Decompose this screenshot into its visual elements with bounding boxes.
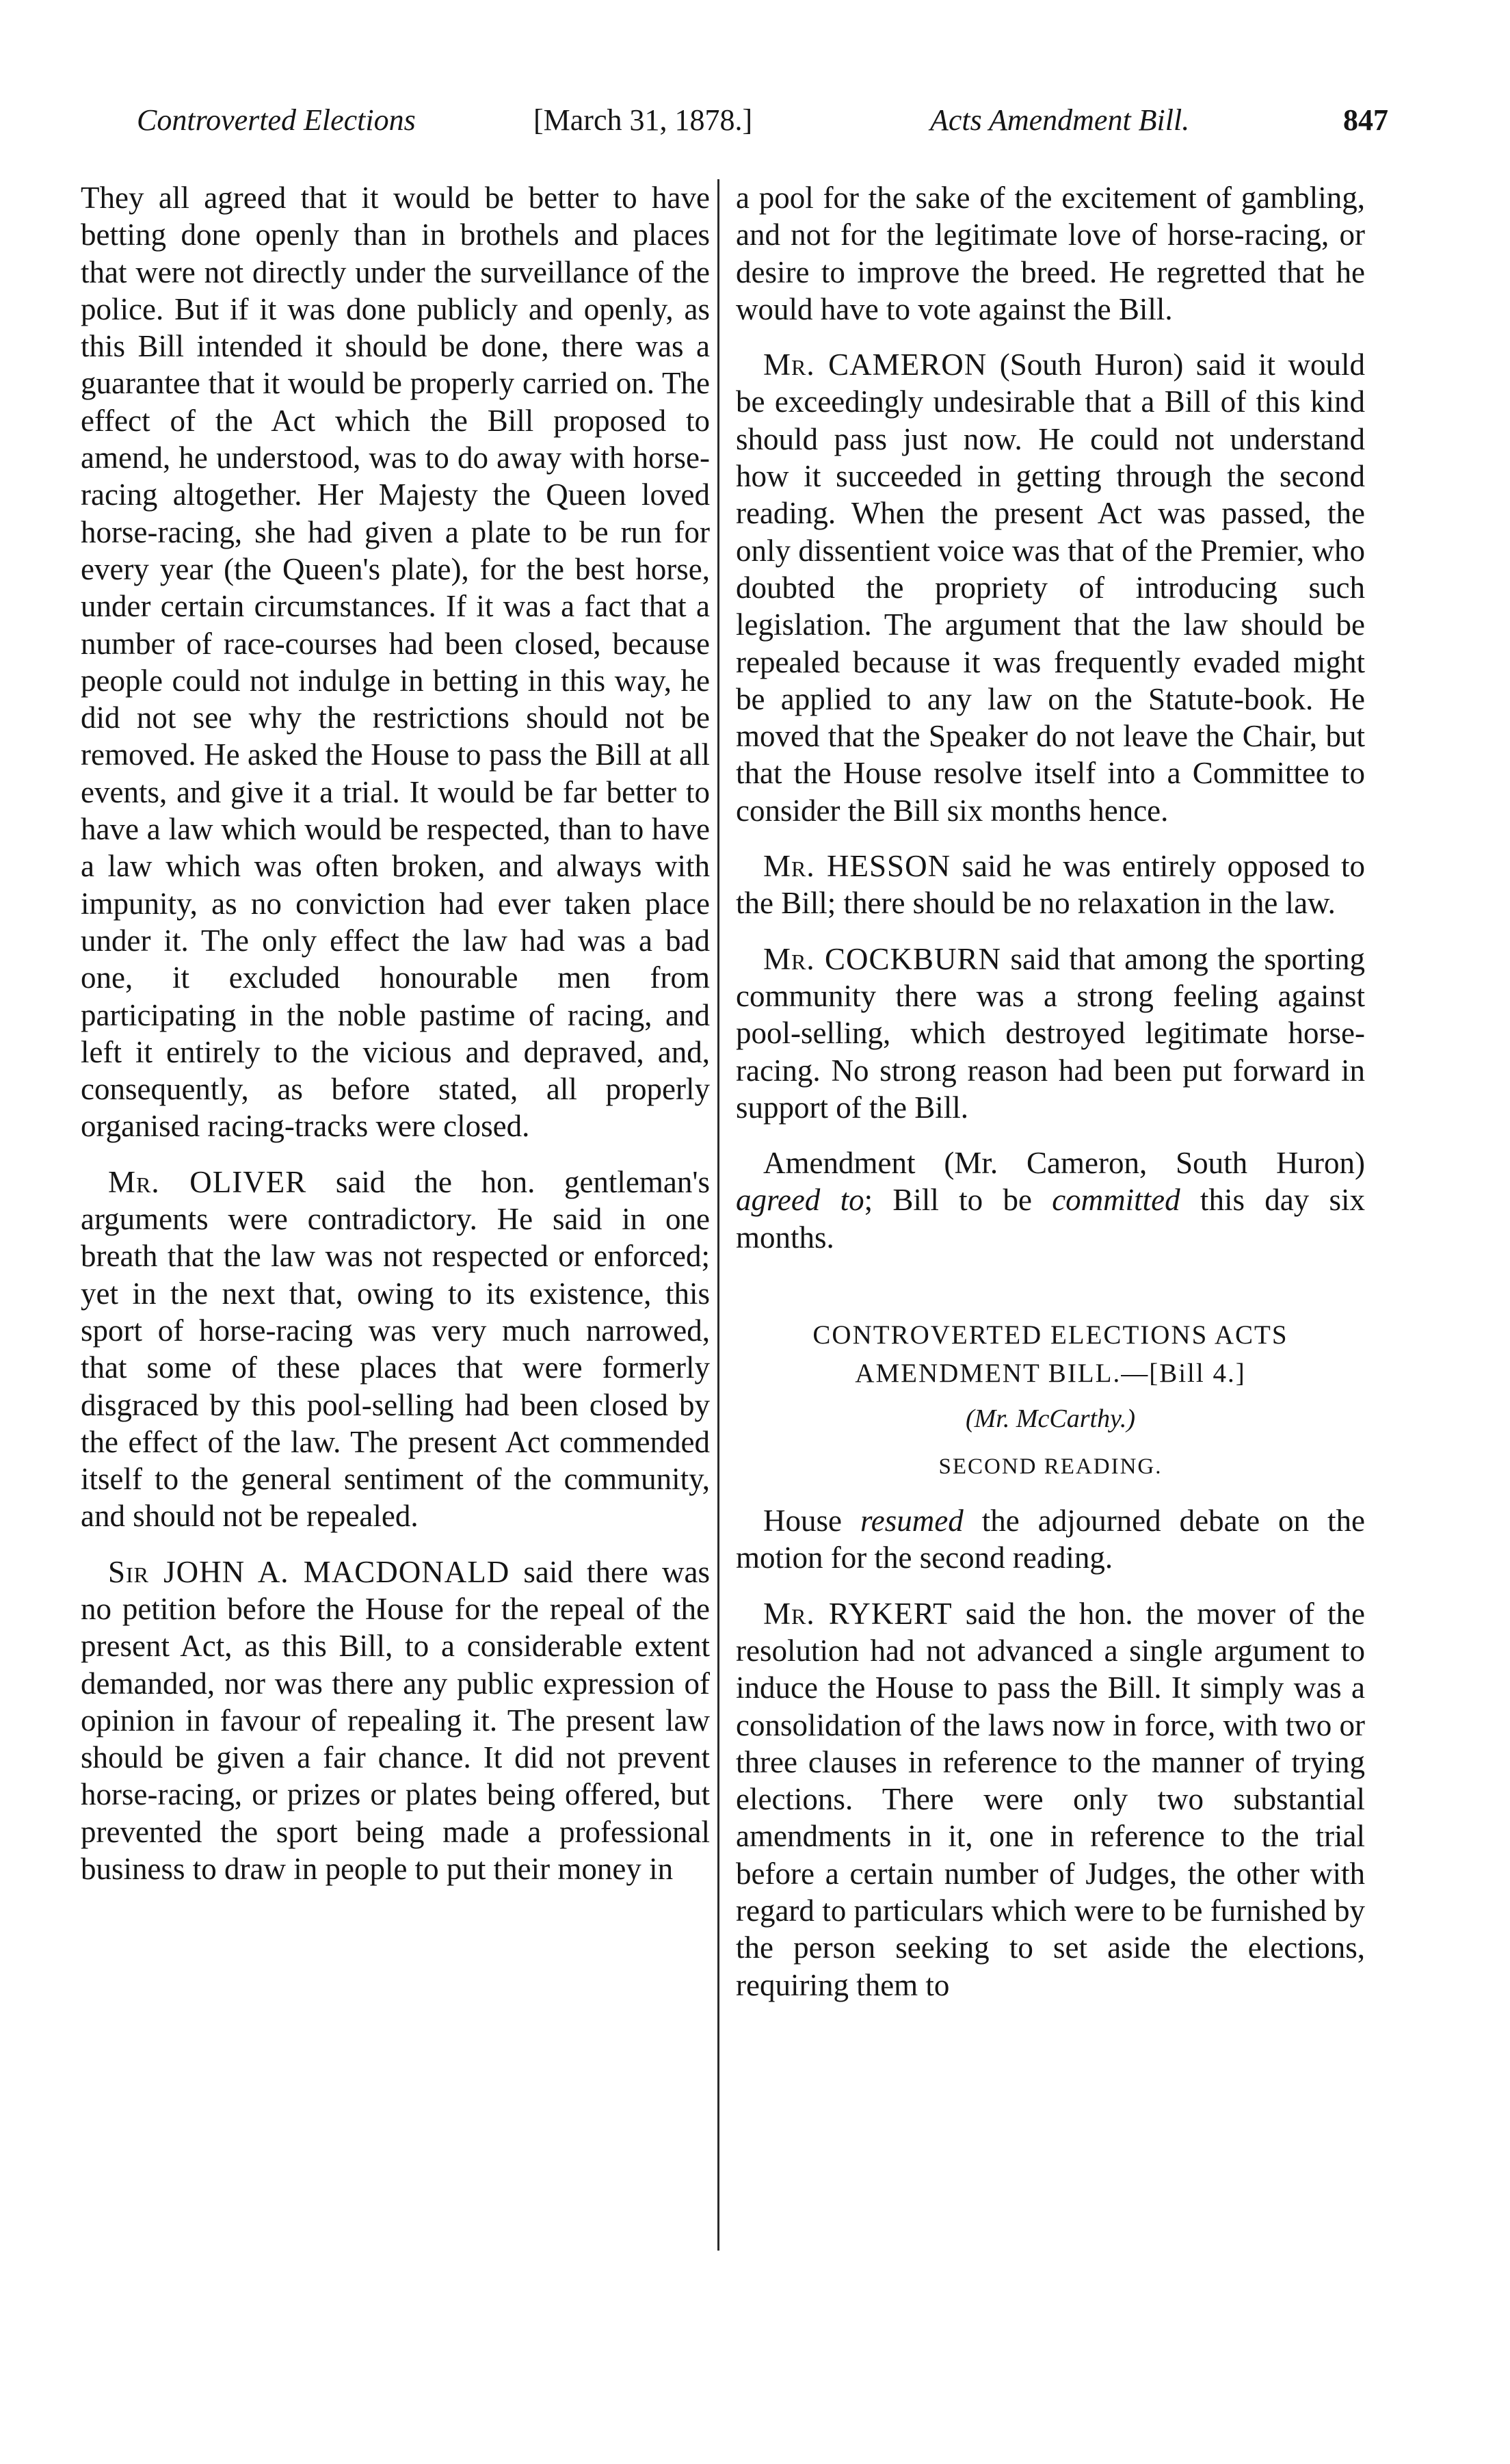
- section-reading: SECOND READING.: [938, 1454, 1163, 1480]
- paragraph-continuation: a pool for the sake of the excitement of gambling, and not for the legitimate love of horse-racing, or desire to improve the breed. He regretted that he would have to vote against the Bill.: [736, 181, 1365, 326]
- resumed-text: House: [763, 1504, 860, 1538]
- committed-italic: committed: [1052, 1183, 1180, 1218]
- speaker-name: Mr. CAMERON: [763, 348, 988, 382]
- header-left-title: Controverted Elections: [137, 103, 416, 137]
- amendment-result: [736, 1144, 1365, 1256]
- speaker-name: Mr. COCKBURN: [763, 941, 1002, 976]
- left-column: [81, 179, 710, 1887]
- page-number: 847: [1343, 103, 1388, 137]
- section-heading: [736, 1316, 1365, 1393]
- speech-macdonald: [81, 1554, 710, 1888]
- column-divider: [717, 179, 719, 2251]
- speech-rykert: [736, 1595, 1365, 2004]
- speech-text: said there was no petition before the House for the repeal of the present Act, as this Bill, to a considerable extent demanded, nor was there any public expression of opinion in favour of repealing it. The present law should be given a fair chance. It did not prevent horse-racing, or prizes or plates being offered, but prevented the sport being made a professional business to draw in people to put their money in: [81, 1554, 711, 1887]
- header-right-title: Acts Amendment Bill.: [930, 103, 1190, 137]
- debate-resumed: [736, 1502, 1365, 1577]
- speech-text: said he was entirely opposed to the Bill; there should be no relaxation in the law.: [736, 849, 1366, 921]
- resumed-text: the adjourned debate on the motion for the second reading.: [736, 1504, 1365, 1575]
- speaker-name: Mr. RYKERT: [763, 1596, 953, 1631]
- resumed-italic: resumed: [860, 1504, 964, 1538]
- amendment-text: Amendment (Mr. Cameron, South Huron): [763, 1146, 1365, 1181]
- speaker-name: Sir JOHN A. MACDONALD: [108, 1554, 510, 1589]
- amendment-text: ; Bill to be: [864, 1183, 1052, 1218]
- paragraph-continuation: They all agreed that it would be better to have betting done openly than in brothels and places that were not directly under the surveillance of the police. But if it was done publicly and openly, as this Bill intended it should be done, there was a guarantee that it would be properly carried on. The effect of the Act which the Bill proposed to amend, he understood, was to do away with horse-racing altogether. Her Majesty the Queen loved horse-racing, she had given a plate to be run for every year (the Queen's plate), for the best horse, under certain circumstances. If it was a fact that a number of race-courses had been closed, because people could not indulge in betting in this way, he did not see why the restrictions should not be removed. He asked the House to pass the Bill at all events, and give it a trial. It would be far better to have a law which would be respected, than to have a law which was often broken, and always with impunity, as no conviction had ever taken place under it. The only effect the law had was a bad one, it excluded honourable men from participating in the noble pastime of racing, and left it entirely to the vicious and depraved, and, consequently, as before stated, all properly organised racing-tracks were closed.: [81, 181, 710, 1144]
- header-date: [March 31, 1878.]: [533, 103, 753, 137]
- speech-text: said the hon. gentleman's arguments were contradictory. He said in one breath that the law was not respected or enforced; yet in the next that, owing to its existence, this sport of horse-racing was very much narrowed, that some of these places that were formerly disgraced by this pool-selling had been closed by the effect of the law. The present Act commended itself to the general sentiment of the community, and should not be repealed.: [81, 1164, 711, 1534]
- right-column: [736, 179, 1365, 2004]
- speech-oliver: [81, 1164, 710, 1535]
- section-sponsor: (Mr. McCarthy.): [965, 1404, 1136, 1434]
- agreed-to-italic: agreed to: [736, 1183, 864, 1218]
- running-header: [137, 103, 1388, 150]
- speech-text: (South Huron) said it would be exceedingly undesirable that a Bill of this kind should pass just now. He could not understand how it succeeded in getting through the second reading. When the present Act was passed, the only dissentient voice was that of the Premier, who doubted the propriety of introducing such legislation. The argument that the law should be repealed because it was frequently evaded might be applied to any law on the Statute-book. He moved that the Speaker do not leave the Chair, but that the House resolve itself into a Committee to consider the Bill six months hence.: [736, 348, 1365, 828]
- speaker-name: Mr. OLIVER: [108, 1164, 307, 1199]
- speaker-name: Mr. HESSON: [763, 849, 951, 884]
- speech-hesson: [736, 848, 1365, 922]
- section-heading-line-1: CONTROVERTED ELECTIONS ACTS: [812, 1320, 1288, 1350]
- speech-text: said the hon. the mover of the resolution had not advanced a single argument to induce the House to pass the Bill. It simply was a consolidation of the laws now in force, with two or three clauses in reference to the manner of trying elections. There were only two substantial amendments in it, one in reference to the trial before a certain number of Judges, the other with regard to particulars which were to be furnished by the person seeking to set aside the elections, requiring them to: [736, 1596, 1365, 2002]
- speech-cameron: [736, 346, 1365, 829]
- section-heading-line-2: AMENDMENT BILL.—[Bill 4.]: [855, 1359, 1246, 1389]
- speech-cockburn: [736, 941, 1365, 1126]
- amendment-text: this day six months.: [736, 1183, 1365, 1255]
- speech-text: said that among the sporting community there was a strong feeling against pool-selling, which destroyed legitimate horse-racing. No strong reason had been put forward in support of the Bill.: [736, 941, 1366, 1125]
